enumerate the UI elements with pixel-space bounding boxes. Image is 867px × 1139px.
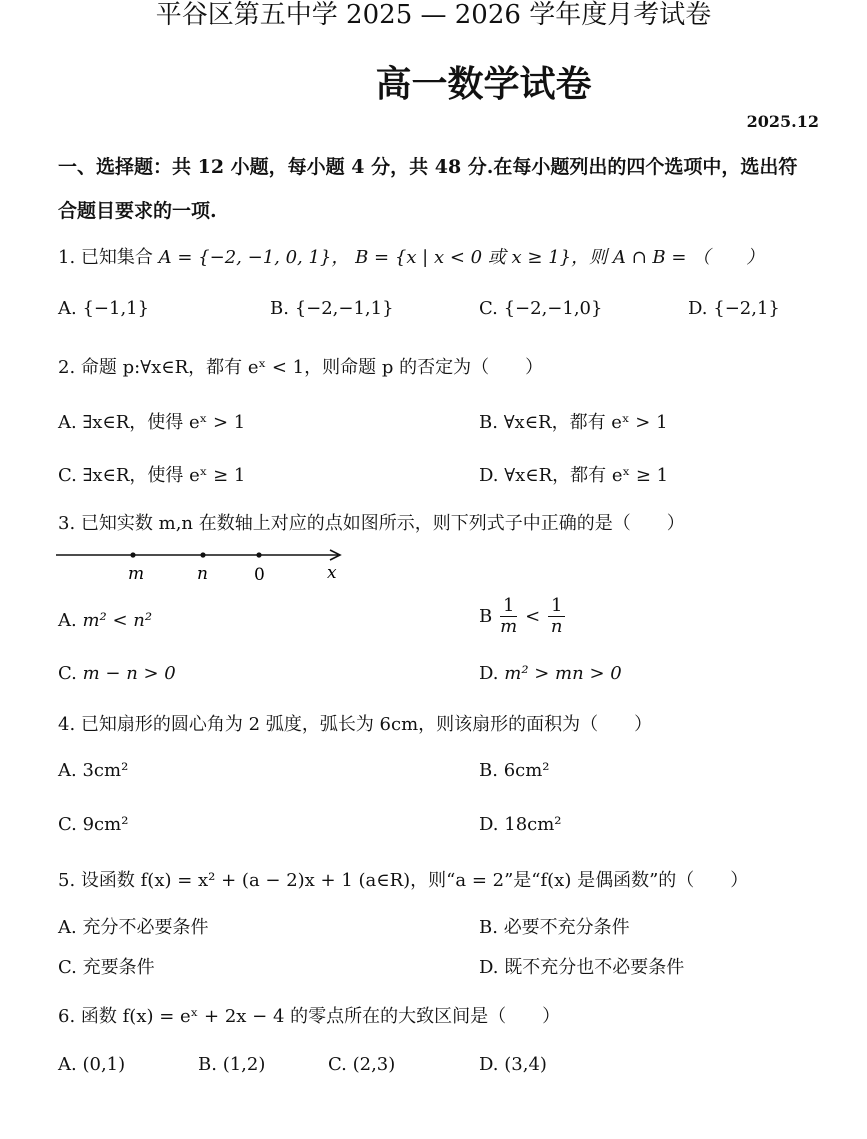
fraction-denominator: m <box>500 616 518 637</box>
fraction-numerator: 1 <box>548 596 565 617</box>
option-text: 9cm² <box>82 814 129 835</box>
option-label: C. <box>328 1054 347 1075</box>
option-text: 6cm² <box>503 760 550 781</box>
question-6-option-b[interactable] <box>198 1054 265 1075</box>
option-label: D. <box>479 957 499 978</box>
option-text: (0,1) <box>82 1054 126 1075</box>
question-4-option-a[interactable] <box>58 760 128 781</box>
option-label: D. <box>479 465 499 486</box>
option-label: A. <box>58 917 77 938</box>
question-text: 函数 f(x) = eˣ + 2x − 4 的零点所在的大致区间是（ ） <box>80 1006 561 1027</box>
option-text: ∃x∈R，使得 eˣ ≥ 1 <box>82 465 246 486</box>
exam-date: 2025.12 <box>746 112 819 131</box>
question-1-option-c[interactable] <box>479 298 602 319</box>
option-label: A. <box>58 610 77 631</box>
question-5-option-a[interactable] <box>58 913 208 939</box>
option-label: C. <box>58 663 77 684</box>
question-5-option-d[interactable] <box>479 953 684 979</box>
option-text: m − n > 0 <box>82 663 176 684</box>
option-label: C. <box>58 465 77 486</box>
option-label: B. <box>198 1054 217 1075</box>
option-text: 既不充分也不必要条件 <box>504 957 685 978</box>
option-text: 充要条件 <box>82 957 155 978</box>
option-label: B <box>479 606 493 627</box>
fraction-denominator: n <box>550 616 563 637</box>
less-than-sign: < <box>525 606 541 627</box>
question-1-option-a[interactable] <box>58 298 149 319</box>
option-label: D. <box>479 1054 499 1075</box>
option-text: (3,4) <box>504 1054 547 1075</box>
label-m: m <box>128 564 145 584</box>
question-number: 6. <box>58 1006 76 1027</box>
question-number: 3. <box>58 513 76 534</box>
question-number: 1. <box>58 247 76 268</box>
option-text: {−2,1} <box>713 298 780 319</box>
question-math: A = {−2, −1, 0, 1}， B = {x | x < 0 或 x ≥ 1}，则 A ∩ B = （ ） <box>158 247 765 268</box>
question-2-option-a[interactable] <box>58 408 245 434</box>
question-3-option-a[interactable] <box>58 610 152 631</box>
fraction-one-over-m <box>500 596 517 637</box>
option-label: C. <box>58 957 77 978</box>
option-label: D. <box>688 298 708 319</box>
option-text: 必要不充分条件 <box>503 917 630 938</box>
question-text: 命题 p:∀x∈R，都有 eˣ < 1，则命题 p 的否定为（ ） <box>80 357 544 378</box>
label-n: n <box>197 564 208 584</box>
question-3-stem <box>58 509 685 535</box>
point-zero <box>256 552 261 557</box>
question-4-option-c[interactable] <box>58 814 128 835</box>
question-3-option-d[interactable] <box>479 663 622 684</box>
page-title: 高一数学试卷 <box>375 63 592 105</box>
question-6-option-c[interactable] <box>328 1054 395 1075</box>
question-2-stem <box>58 353 543 379</box>
option-text: 3cm² <box>82 760 129 781</box>
question-2-option-d[interactable] <box>479 461 668 487</box>
option-label: B. <box>479 917 498 938</box>
question-4-option-b[interactable] <box>479 760 550 781</box>
question-text: 已知集合 <box>80 247 153 268</box>
question-number: 2. <box>58 357 76 378</box>
option-text: 18cm² <box>504 814 562 835</box>
option-label: C. <box>479 298 498 319</box>
option-text: (2,3) <box>352 1054 396 1075</box>
option-text: (1,2) <box>222 1054 266 1075</box>
option-label: D. <box>479 814 499 835</box>
option-text: ∃x∈R，使得 eˣ > 1 <box>82 412 246 433</box>
question-6-option-d[interactable] <box>479 1054 547 1075</box>
label-zero: 0 <box>254 565 265 585</box>
option-text: {−2,−1,1} <box>294 298 394 319</box>
option-text: {−1,1} <box>82 298 150 319</box>
question-text: 已知扇形的圆心角为 2 弧度，弧长为 6cm，则该扇形的面积为（ ） <box>80 714 653 735</box>
fraction-one-over-n <box>548 596 565 637</box>
option-label: B. <box>270 298 289 319</box>
number-line-figure <box>56 542 356 586</box>
label-x: x <box>327 563 337 583</box>
section-instructions-line2: 合题目要求的一项. <box>58 200 217 222</box>
option-text: ∀x∈R，都有 eˣ > 1 <box>503 412 668 433</box>
question-1-stem <box>58 243 764 269</box>
option-label: A. <box>58 412 77 433</box>
question-5-stem <box>58 866 748 892</box>
point-m <box>130 552 135 557</box>
option-label: D. <box>479 663 499 684</box>
school-exam-header: 平谷区第五中学 2025 — 2026 学年度月考试卷 <box>155 0 712 30</box>
option-text: m² > mn > 0 <box>504 663 622 684</box>
option-text: ∀x∈R，都有 eˣ ≥ 1 <box>504 465 669 486</box>
option-label: B. <box>479 412 498 433</box>
question-text: 设函数 f(x) = x² + (a − 2)x + 1 (a∈R)，则“a = 2”是“f(x) 是偶函数”的（ ） <box>80 870 749 891</box>
question-5-option-c[interactable] <box>58 953 155 979</box>
option-label: A. <box>58 760 77 781</box>
question-3-option-c[interactable] <box>58 663 176 684</box>
question-2-option-b[interactable] <box>479 408 668 434</box>
question-number: 4. <box>58 714 76 735</box>
question-3-option-b[interactable] <box>479 596 567 637</box>
option-text: {−2,−1,0} <box>503 298 603 319</box>
question-text: 已知实数 m,n 在数轴上对应的点如图所示，则下列式子中正确的是（ ） <box>80 513 685 534</box>
point-n <box>200 552 205 557</box>
option-text: 充分不必要条件 <box>82 917 209 938</box>
question-6-stem <box>58 1002 560 1028</box>
question-1-option-d[interactable] <box>688 298 780 319</box>
question-5-option-b[interactable] <box>479 913 630 939</box>
question-1-option-b[interactable] <box>270 298 394 319</box>
question-6-option-a[interactable] <box>58 1054 125 1075</box>
fraction-numerator: 1 <box>500 596 517 617</box>
question-4-option-d[interactable] <box>479 814 562 835</box>
option-text: m² < n² <box>82 610 153 631</box>
section-instructions-line1: 一、选择题：共 12 小题，每小题 4 分，共 48 分.在每小题列出的四个选项中，选出符 <box>58 156 798 178</box>
question-2-option-c[interactable] <box>58 461 245 487</box>
option-label: A. <box>58 298 77 319</box>
option-label: B. <box>479 760 498 781</box>
option-label: C. <box>58 814 77 835</box>
question-4-stem <box>58 710 652 736</box>
option-label: A. <box>58 1054 77 1075</box>
question-number: 5. <box>58 870 76 891</box>
